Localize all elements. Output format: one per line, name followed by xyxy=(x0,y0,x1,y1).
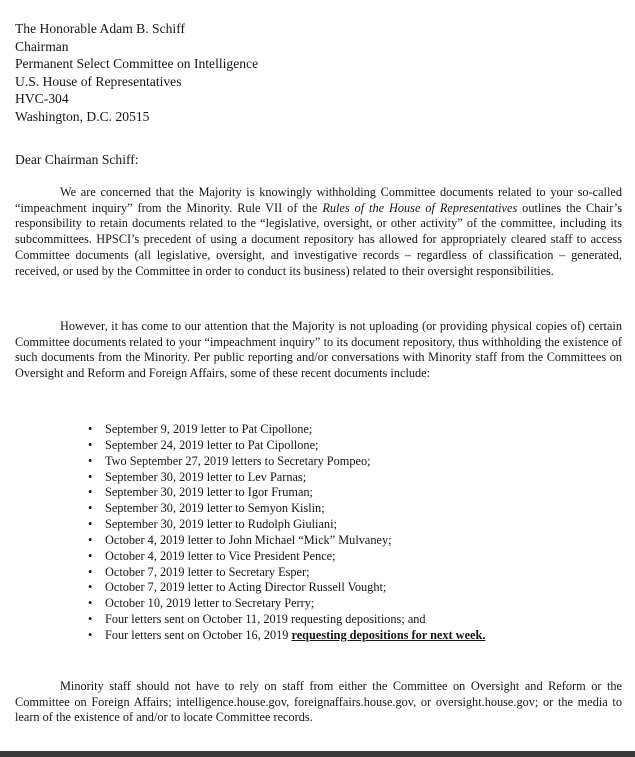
list-item-text: September 30, 2019 letter to Lev Parnas; xyxy=(105,469,307,484)
emphasized-text: requesting depositions for next week. xyxy=(291,627,486,642)
list-item xyxy=(88,438,485,454)
list-item-text: Four letters sent on October 11, 2019 requesting depositions; and xyxy=(105,612,426,627)
paragraph-withholding-concern xyxy=(15,185,622,279)
bullet-icon: • xyxy=(88,517,93,532)
document-list xyxy=(88,422,485,644)
page-bottom-border xyxy=(0,751,635,757)
bullet-icon: • xyxy=(88,612,93,627)
list-item xyxy=(88,454,485,470)
paragraph-document-repository xyxy=(15,319,622,382)
list-item xyxy=(88,549,485,565)
list-item-text: Two September 27, 2019 letters to Secretary Pompeo; xyxy=(105,453,371,468)
address-line: HVC-304 xyxy=(15,91,69,107)
paragraph-text: Minority staff should not have to rely on staff from either the Committee on Oversight and Reform or the Committee on Foreign Affairs; intelligence.house.gov, foreignaffairs.house.gov, or oversight.house.gov; or the media to learn of the existence of and/or to locate Committee records. xyxy=(15,679,622,725)
salutation: Dear Chairman Schiff: xyxy=(15,152,139,167)
bullet-icon: • xyxy=(88,580,93,595)
list-item-text: September 30, 2019 letter to Semyon Kislin; xyxy=(105,501,325,516)
bullet-icon: • xyxy=(88,596,93,611)
list-item-text: September 24, 2019 letter to Pat Cipollone; xyxy=(105,437,319,452)
address-line: U.S. House of Representatives xyxy=(15,73,182,89)
paragraph-text: However, it has come to our attention that the Majority is not uploading (or providing physical copies of) certain Committee documents related to your “impeachment inquiry” to its document repository, thus withholding the existence of such documents from the Minority. Per public reporting and/or conversations with Minority staff from the Committees on Oversight and Reform and Foreign Affairs, some of these recent documents include: xyxy=(15,319,622,381)
paragraph-minority-staff xyxy=(15,679,622,726)
list-item-text: September 9, 2019 letter to Pat Cipollone; xyxy=(105,422,313,436)
bullet-icon: • xyxy=(88,564,93,579)
bullet-icon: • xyxy=(88,453,93,468)
list-item-text: Four letters sent on October 16, 2019 xyxy=(105,627,292,642)
bullet-icon: • xyxy=(88,437,93,452)
list-item xyxy=(88,485,485,501)
address-line: Washington, D.C. 20515 xyxy=(15,108,150,124)
list-item xyxy=(88,422,485,438)
list-item-text: October 7, 2019 letter to Secretary Esper; xyxy=(105,564,310,579)
address-line: The Honorable Adam B. Schiff xyxy=(15,21,186,36)
list-item xyxy=(88,612,485,628)
list-item xyxy=(88,628,485,644)
list-item-text: October 4, 2019 letter to John Michael “Mick” Mulvaney; xyxy=(105,532,392,547)
list-item xyxy=(88,565,485,581)
bullet-icon: • xyxy=(88,469,93,484)
bullet-icon: • xyxy=(88,548,93,563)
list-item-text: September 30, 2019 letter to Rudolph Giuliani; xyxy=(105,517,337,532)
address-line: Permanent Select Committee on Intelligence xyxy=(15,56,259,72)
list-item-text: October 10, 2019 letter to Secretary Perry; xyxy=(105,596,315,611)
bullet-icon: • xyxy=(88,422,93,436)
bullet-icon: • xyxy=(88,501,93,516)
list-item xyxy=(88,533,485,549)
paragraph-text: We are concerned that the Majority is knowingly withholding Committee documents related to your so-called “impeachment inquiry” from the Minority. Rule VII of the xyxy=(15,185,622,215)
rules-title: Rules of the House of Representatives xyxy=(322,200,518,215)
list-item xyxy=(88,501,485,517)
list-item xyxy=(88,596,485,612)
list-item xyxy=(88,580,485,596)
list-item-text: October 7, 2019 letter to Acting Director Russell Vought; xyxy=(105,580,387,595)
bullet-icon: • xyxy=(88,532,93,547)
list-item xyxy=(88,517,485,533)
paragraph-text: outlines the Chair’s responsibility to retain documents related to the “legislative, oversight, or other activity” of the committee, including its subcommittees. HPSCI’s precedent of using a document repository has allowed for appropriately cleared staff to access Committee documents (all legislative, oversight, and investigative records – regardless of classification – generated, received, or used by the Committee in order to conduct its business) related to their oversight responsibilities. xyxy=(15,200,622,278)
bullet-icon: • xyxy=(88,485,93,500)
list-item xyxy=(88,470,485,486)
address-line: Chairman xyxy=(15,38,69,54)
recipient-address xyxy=(15,20,258,126)
list-item-text: September 30, 2019 letter to Igor Fruman; xyxy=(105,485,313,500)
bullet-icon: • xyxy=(88,627,93,642)
list-item-text: October 4, 2019 letter to Vice President Pence; xyxy=(105,548,336,563)
